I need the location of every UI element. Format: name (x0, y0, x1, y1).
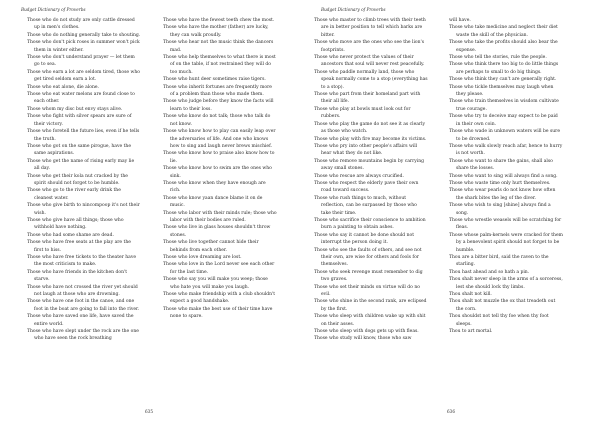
proverb-entry: Those who pry into other people's affairs will hear what they do not like. (314, 143, 418, 157)
proverb-entry: Those who fight with silver spears are sure of their victory. (27, 114, 132, 127)
proverb-entry: Those who eat alone, die alone. (27, 84, 99, 90)
proverb-entry: Those who master to climb trees with their teeth are in better position to tell which barks are bitter. (314, 18, 426, 38)
proverb-entry: Those who say you will make you weep; those who hate you will make you laugh. (163, 277, 268, 290)
proverb-entry: Those who think there too big to do little things are perhaps to small to do big things. (449, 62, 559, 75)
proverb-entry: Those who sacrifice their conscience to ambition burn a painting to obtain ashes. (314, 217, 426, 231)
running-head: Budget Dictionary of Proverbs (21, 7, 86, 12)
proverb-entry: Those who waste time only hurt themselves. (449, 180, 551, 186)
proverb-entry: Those who know how to play can easily leap over the adversaries of life. And one who knows how to sing and laugh never brews mischief. (163, 129, 276, 149)
proverb-entry: Those who go to the river early drink the cleanest water. (27, 188, 121, 201)
proverb-entry: Thou hast ahead and so hath a pin. (449, 269, 530, 275)
proverb-entry: Those who part from their homeland part with their all life. (314, 92, 421, 105)
left-page-column-2 (163, 17, 277, 321)
proverb-entry: Those who do not study are only cattle dressed up in men's clothes. (27, 18, 135, 31)
proverb-entry: Those who have the fewest teeth chew the most. (163, 18, 275, 23)
proverb-entry: Thou shalt not kill. (449, 292, 492, 298)
proverb-entry: Those who live in glass houses shouldn't throw stones. (163, 225, 271, 238)
proverb-entry: Those who inherit fortunes are frequently more of a problem than those who made them. (163, 84, 272, 98)
proverb-entry: Those who have not crossed the river yet should not laugh at those who are drowning. (27, 284, 138, 298)
proverb-entry: Those who say it cannot be done should not interrupt the person doing it. (314, 232, 415, 246)
proverb-entry: Those who had some shame are dead. (27, 232, 114, 238)
proverb-entry: Those who set their minds on virtue will do no evil. (314, 284, 420, 298)
proverb-entry: Those who wrestle weasels will be scratching for fleas. (449, 217, 562, 231)
proverb-entry: Thou shouldst not tell thy foe when thy foot sleeps. (449, 314, 549, 327)
page-number: 635 (145, 409, 153, 414)
proverb-entry: Those who have free tickets to the theater have the most criticism to make. (27, 255, 137, 268)
proverb-entry: Those who want to sing will always find a song. (449, 173, 558, 179)
proverb-entry: Those who know do not talk; those who talk do not know. (163, 114, 271, 127)
proverb-entry: will have. (449, 18, 471, 23)
page-number: 636 (447, 409, 455, 414)
proverb-entry: Those who play the game do not see it as clearly as those who watch. (314, 121, 426, 135)
proverb-entry: Those who see the faults of others, and see not their own, are wise for others and fools for themselves. (314, 247, 422, 268)
proverb-entry: Those who wish to sing [shine] always find a song. (449, 203, 551, 216)
proverb-entry: Those who have slept under the rock are the one who have seen the rock breathing (27, 329, 139, 342)
proverb-entry: Those who try to deceive may expect to be paid in their own coin. (449, 114, 558, 127)
proverb-entry: Those who take the profits should also bear the expense. (449, 40, 558, 53)
proverb-entry: Thou shalt never sleep in the arms of a sorceress, lest she should lock thy limbs. (449, 277, 563, 290)
proverb-entry: Thou to art mortal. (449, 329, 493, 335)
proverb-entry: Those who give birth to nincompoop it's not their wish. (27, 203, 140, 216)
proverb-entry: Those who sleep with dogs gets up with fleas. (314, 329, 419, 335)
proverb-entry: Those who shine in the second rank, are eclipsed by the first. (314, 299, 427, 312)
proverb-entry: Those who remove mountains begin by carrying away small stones. (314, 158, 424, 172)
proverb-entry: Those who know how to swim are the ones who sink. (163, 166, 272, 179)
proverb-entry: Those who paddle normally land, those who speak normally come to a stop (everything has to a stop). (314, 69, 428, 90)
running-head: Budget Dictionary of Proverbs (321, 7, 386, 12)
proverb-entry: Those who have friends in the kitchen don't starve. (27, 269, 128, 283)
right-page (300, 0, 600, 424)
proverb-entry: Those who know how to praise also know how to lie. (163, 151, 275, 164)
proverb-entry: Those who train themselves in wisdom cultivate true courage. (449, 99, 559, 112)
proverb-entry: Those who study will know, those who saw (314, 336, 412, 342)
proverb-entry: Those who rush things to much, without reflection, can be surpassed by those who take their time. (314, 195, 417, 216)
proverb-entry: Those who give have all things; those who withhold have nothing. (27, 217, 124, 231)
proverb-entry: Those who get the name of rising early may lie all day. (27, 158, 135, 172)
proverb-entry: Those who know when they have enough are rich. (163, 180, 266, 194)
proverb-entry: Those who make the best use of their time have none to spare. (163, 306, 273, 320)
proverb-entry: Those who foretell the future lies, even if he tells the truth. (27, 129, 140, 142)
right-page-column-2 (449, 17, 563, 335)
proverb-entry: Those who eat water melons are found close to each other. (27, 92, 135, 105)
proverb-entry: Those who love dreaming are lost. (163, 255, 242, 260)
proverb-entry: Those who play at bowls must look out for rubbers. (314, 106, 411, 120)
left-page-column-1 (27, 17, 141, 343)
proverb-entry: Those whose palm-kernels were cracked for them by a benevolent spirit should not forget to be humble. (449, 232, 563, 253)
proverb-entry: Those who want to share the gains, shall also share the losses. (449, 158, 553, 172)
proverb-entry: Those who have saved one life, have saved the entire world. (27, 314, 134, 327)
proverb-entry: Those who tickle themselves may laugh when they please. (449, 84, 554, 98)
proverb-entry: Those who judge before they know the facts will learn to their loss. (163, 99, 274, 112)
proverb-entry: Those who have free seats at the play are the first to hiss. (27, 240, 131, 253)
proverb-entry: Those whom my disc but envy stays alive. (27, 106, 123, 112)
right-page-column-1 (314, 17, 428, 343)
proverb-entry: Those who never protect the values of their ancestors that soul will never rest peacefully. (314, 55, 425, 68)
proverb-entry: Those who love in the Lord never see each other for the last time. (163, 262, 275, 275)
proverb-entry: Those who play with fire may become its victims. (314, 136, 427, 142)
proverb-entry: Those who wear pearls do not know how often the shark bites the leg of the diver. (449, 188, 556, 201)
proverb-entry: Those who move are the ones who see the lion's footprints. (314, 40, 425, 53)
proverb-entry: Those who labor with their minds rule; those who labor with their bodies are ruled. (163, 210, 277, 223)
proverb-entry: Those who get their kola nut cracked by the spirit should not forget to be humble. (27, 173, 128, 186)
proverb-entry: Those who hear not the music think the dancers mad. (163, 40, 274, 53)
proverb-entry: Thou shalt not muzzle the ox that treadeth out the corn. (449, 299, 556, 312)
proverb-entry: Those who don't understand prayer — let them go to sea. (27, 55, 135, 68)
proverb-entry: Those who tell the stories, rule the people. (449, 55, 547, 61)
proverb-entry: Those who earn a lot are seldom tired, those who get tired seldom earn a lot. (27, 69, 140, 83)
proverb-entry: Those who know yaan dance blame it on de music. (163, 195, 263, 209)
proverb-entry: Those who respect the elderly pave their own road toward success. (314, 180, 419, 194)
proverb-entry: Those who make friendship with a club shouldn't expect a good handshake. (163, 292, 276, 305)
proverb-entry: Those who don't pick roses in summer won't pick them in winter either. (27, 40, 140, 53)
proverb-entry: Those who rescue are always crucified. (314, 173, 404, 179)
proverb-entry: Those who think they can't are generally right. (449, 77, 557, 83)
proverb-entry: Those who hunt deer sometimes raise tigers. (163, 77, 266, 83)
proverb-entry: Those who sleep with children wake up with shit on their asses. (314, 314, 426, 327)
proverb-entry: Those who have the mother (father) are lucky, they can walk proudly. (163, 25, 269, 38)
proverb-entry: Those who got on the same pirogue, have the same aspirations. (27, 143, 131, 157)
proverb-entry: Thou are a bitter bird, said the raven to the starling. (449, 255, 549, 268)
proverb-entry: Those who live together cannot hide their behinds from each other. (163, 240, 259, 253)
proverb-entry: Those who do nothing generally take to shouting. (27, 32, 141, 38)
proverb-entry: Those who help themselves to what there is most of on the table, if not restrained they will do too much. (163, 55, 276, 75)
proverb-entry: Those who have one foot in the canoe, and one foot in the boat are going to fall into the river. (27, 299, 140, 312)
proverb-entry: Those who walk slowly reach afar, hence to hurry is not worth. (449, 143, 563, 157)
proverb-entry: Those who take medicine and neglect their diet waste the skill of the physician. (449, 25, 558, 38)
proverb-entry: Those who wade in unknown waters will be sure to be drowned. (449, 129, 560, 142)
proverb-entry: Those who seek revenge must remember to dig two graves. (314, 269, 423, 283)
